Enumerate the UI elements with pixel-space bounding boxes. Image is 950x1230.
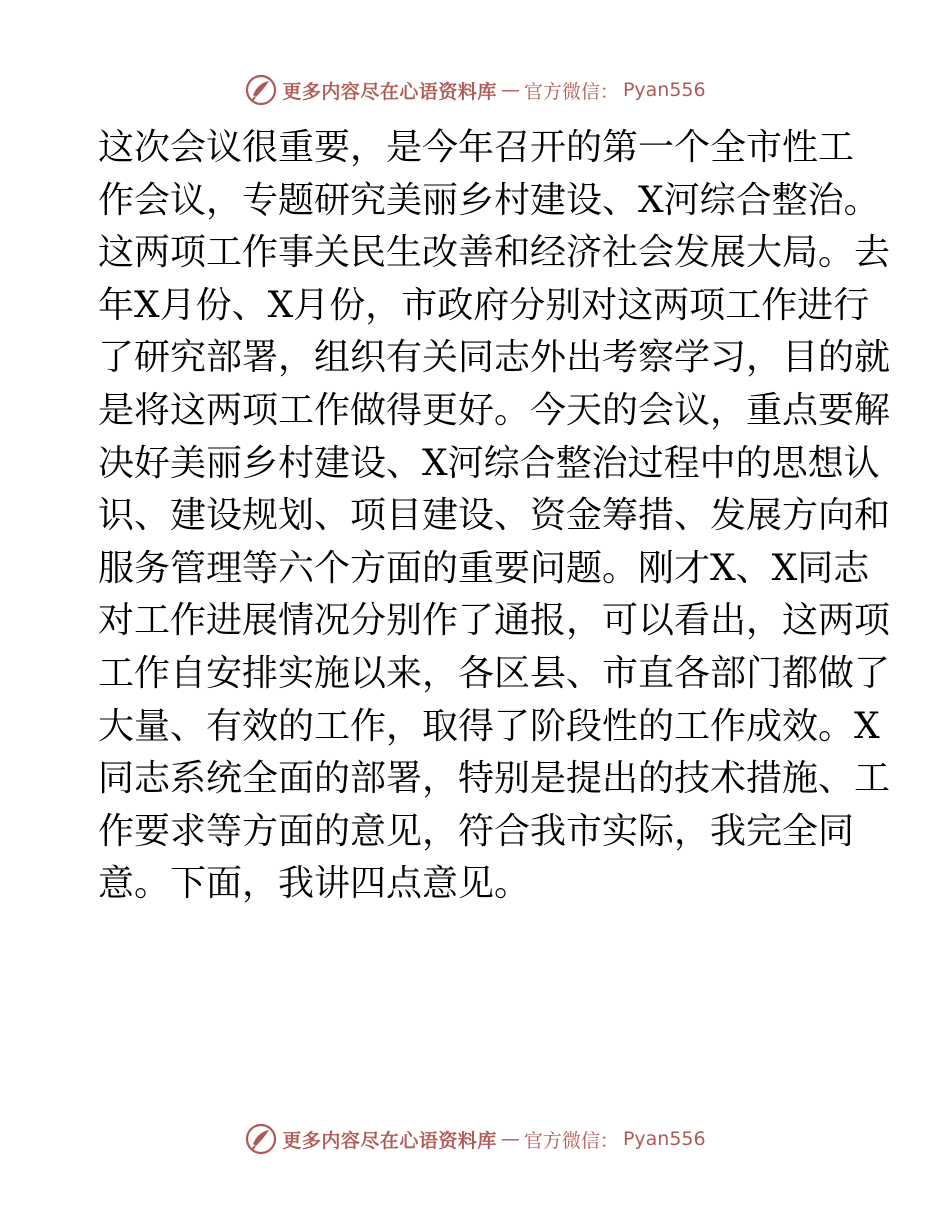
body-line: 决好美丽乡村建设、X河综合整治过程中的思想认 (98, 442, 880, 484)
brand-logo-icon (244, 1122, 278, 1156)
body-line: 同志系统全面的部署，特别是提出的技术措施、工 (98, 758, 891, 800)
body-line: 大量、有效的工作，取得了阶段性的工作成效。X (98, 705, 880, 747)
footer-banner (0, 1119, 950, 1159)
body-line: 工作自安排实施以来，各区县、市直各部门都做了 (98, 652, 891, 694)
body-line: 年X月份、X月份，市政府分别对这两项工作进行 (98, 284, 870, 326)
banner-wechat-label: 官方微信： (523, 80, 619, 103)
body-line: 对工作进展情况分别作了通报，可以看出，这两项 (98, 600, 891, 642)
banner-slogan: 更多内容尽在心语资料库 (282, 1129, 497, 1152)
banner-wechat-label: 官方微信： (523, 1129, 619, 1152)
document-body (98, 122, 891, 911)
body-line: 这次会议很重要，是今年召开的第一个全市性工 (98, 127, 855, 168)
body-line: 这两项工作事关民生改善和经济社会发展大局。去 (98, 232, 891, 274)
body-line: 服务管理等六个方面的重要问题。刚才X、X同志 (98, 547, 870, 589)
banner-slogan: 更多内容尽在心语资料库 (282, 80, 497, 103)
body-line: 作会议，专题研究美丽乡村建设、X河综合整治。 (98, 179, 880, 221)
banner-wechat-id: Pyan556 (622, 79, 706, 101)
body-line: 识、建设规划、项目建设、资金筹措、发展方向和 (98, 495, 891, 537)
brand-logo-icon (244, 73, 278, 107)
body-line: 作要求等方面的意见，符合我市实际，我完全同 (98, 810, 855, 852)
banner-separator: — (500, 1128, 520, 1150)
header-banner (0, 70, 950, 110)
banner-separator: — (500, 79, 520, 101)
body-line: 是将这两项工作做得更好。今天的会议，重点要解 (98, 389, 891, 431)
body-line: 了研究部署，组织有关同志外出考察学习，目的就 (98, 337, 891, 379)
banner-wechat-id: Pyan556 (622, 1128, 706, 1150)
body-line: 意。下面，我讲四点意见。 (98, 863, 531, 905)
